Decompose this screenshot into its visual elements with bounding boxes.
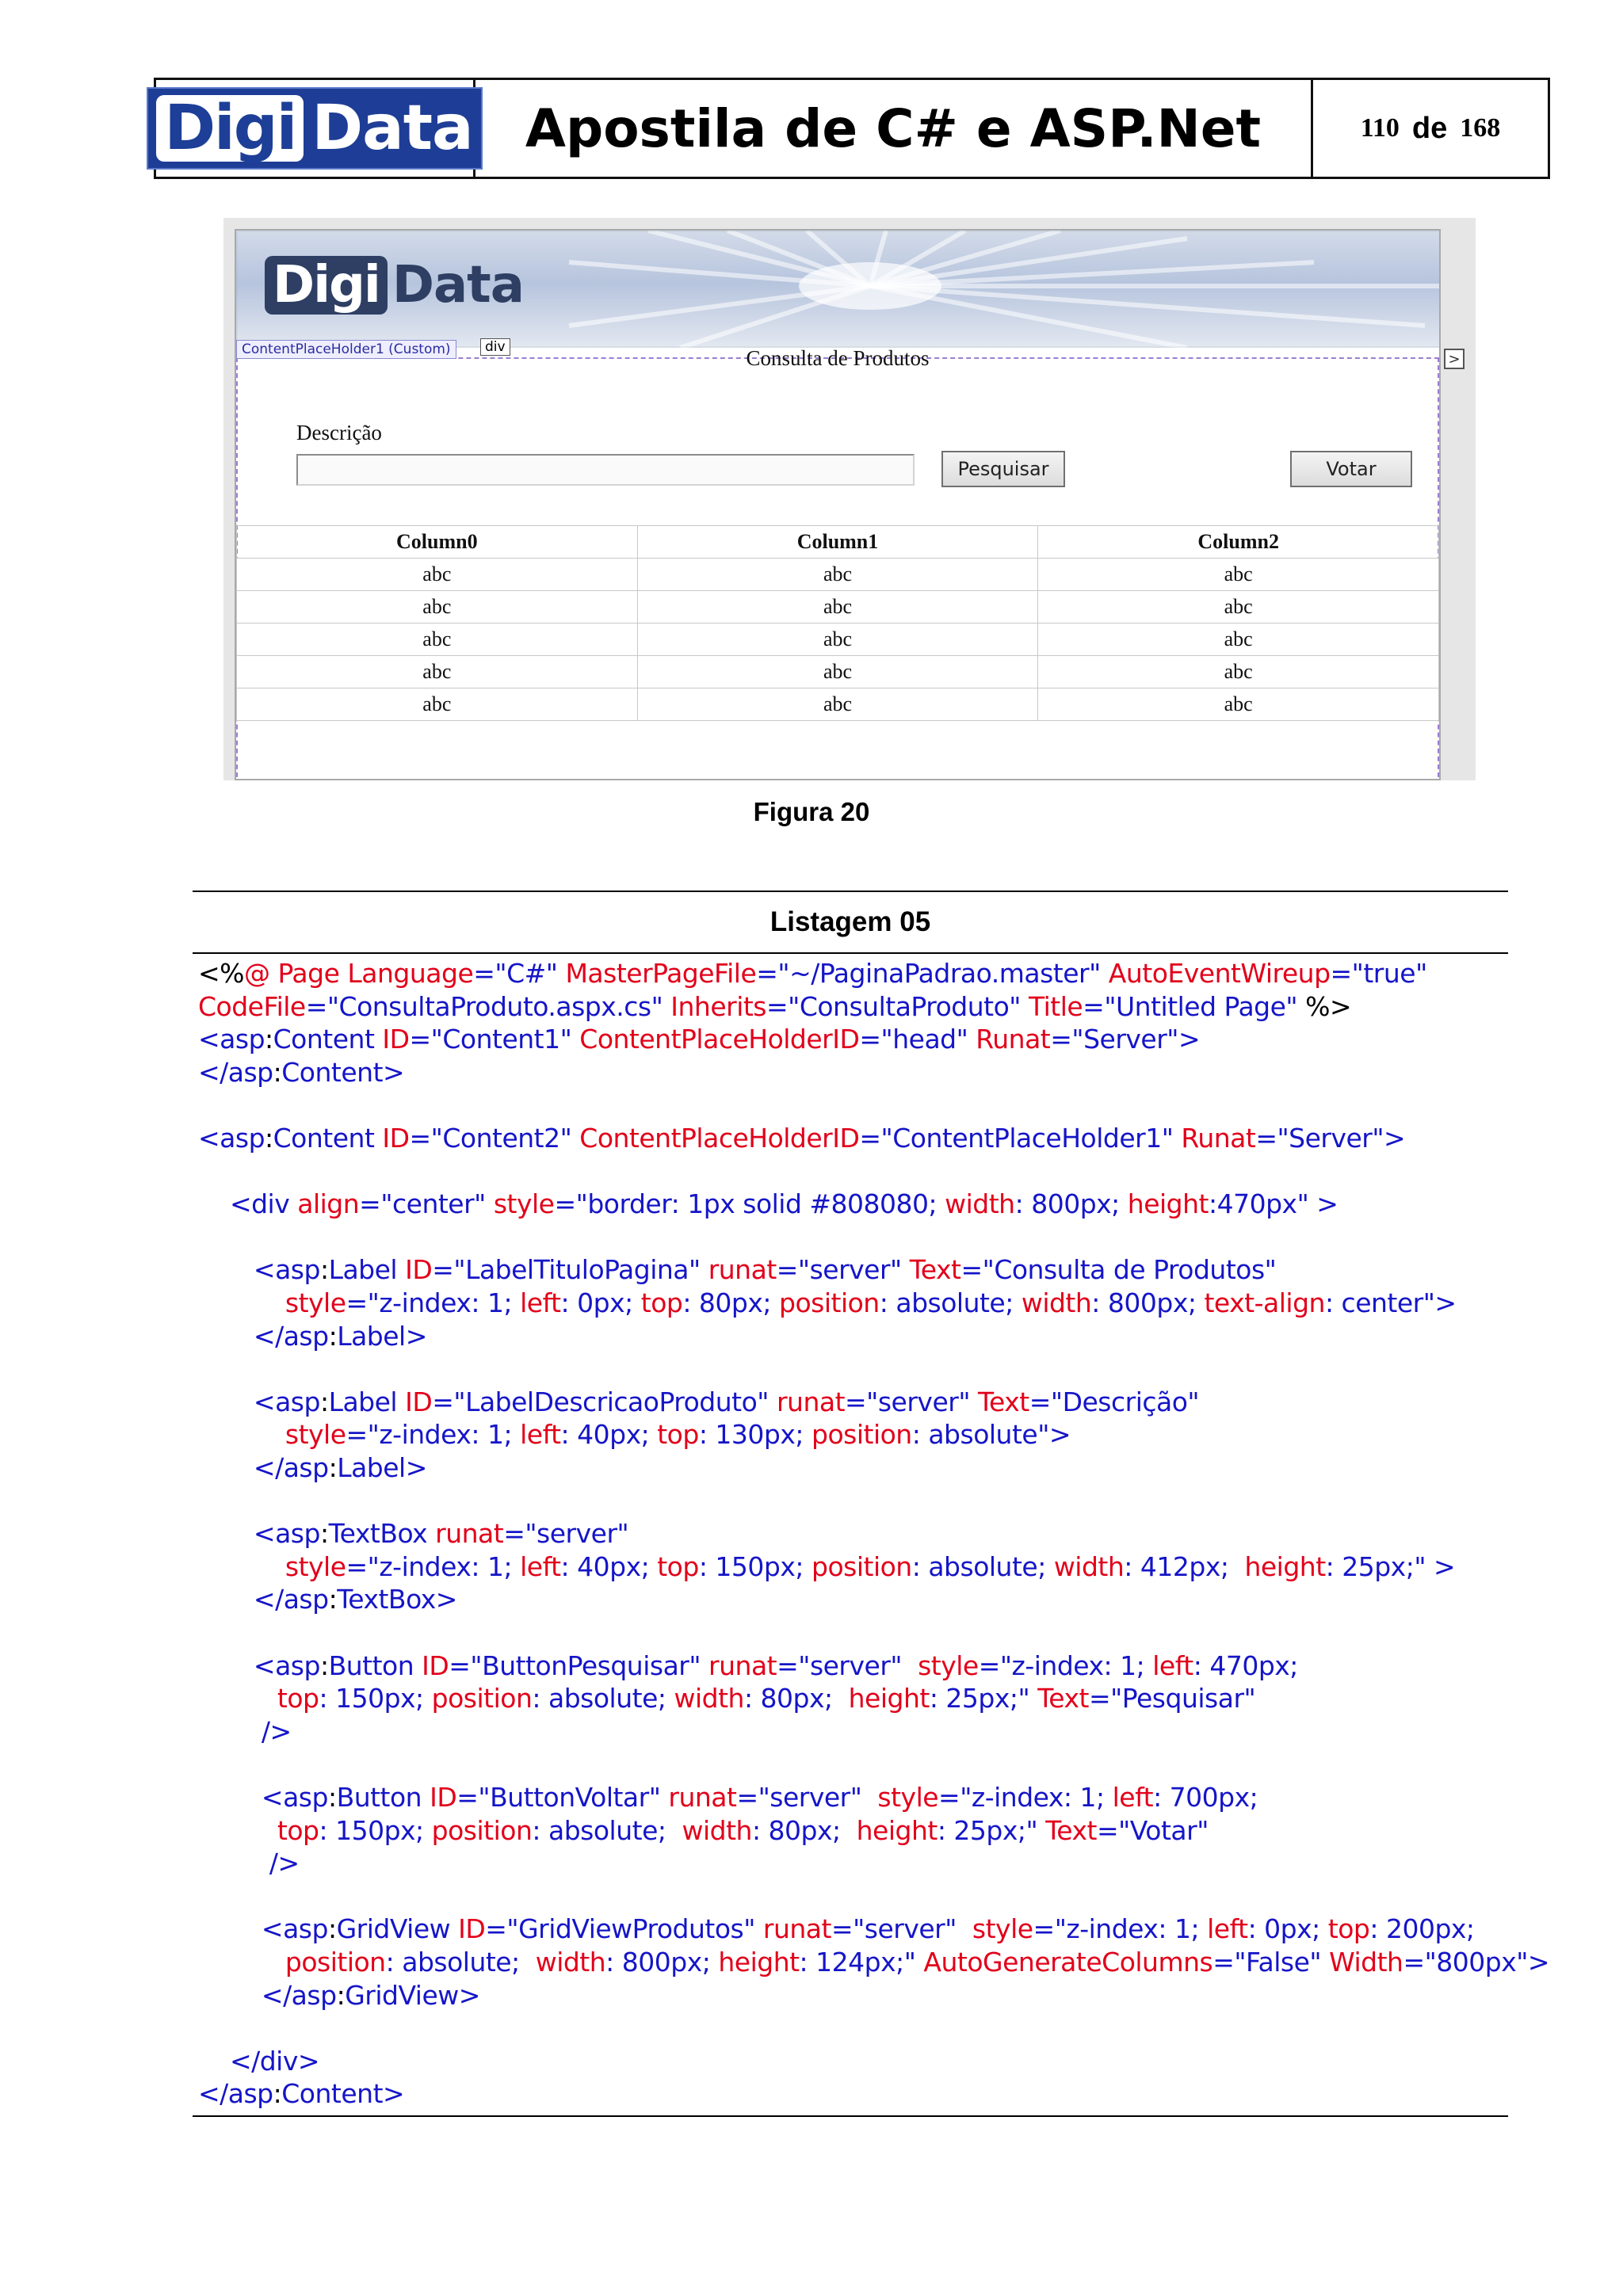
code-token: <asp	[198, 1386, 320, 1417]
code-token: AutoGenerateColumns	[923, 1947, 1213, 1978]
code-token: </asp	[198, 1979, 337, 2011]
code-token: GridView>	[345, 1979, 480, 2011]
code-token: left	[1112, 1782, 1154, 1813]
logo-data-text: Data	[311, 93, 473, 164]
code-line	[198, 1814, 1209, 1848]
code-line	[198, 1418, 1071, 1451]
code-token: Runat	[976, 1024, 1051, 1055]
code-token: <asp	[198, 1650, 320, 1681]
code-token: : 0px;	[1247, 1913, 1328, 1945]
code-token	[198, 1947, 285, 1978]
table-row	[237, 591, 1439, 624]
code-token: Language	[347, 958, 474, 989]
code-token: height	[718, 1947, 800, 1978]
code-token: :	[328, 1452, 338, 1483]
code-token: ="Server">	[1255, 1123, 1406, 1154]
code-token: left	[1207, 1913, 1248, 1945]
grid-cell: abc	[237, 688, 638, 721]
code-token: Label	[328, 1386, 406, 1417]
code-token: style	[285, 1287, 346, 1318]
code-token: Content>	[281, 1056, 405, 1088]
code-token	[198, 1551, 285, 1582]
code-token: position	[779, 1287, 880, 1318]
code-token: : 80px;	[743, 1683, 849, 1714]
code-token: ="Server">	[1050, 1024, 1201, 1055]
code-token: ="z-index: 1;	[938, 1782, 1113, 1813]
code-token: top	[657, 1419, 699, 1451]
code-token: :	[319, 1650, 329, 1681]
code-token: @ Page	[244, 958, 348, 989]
code-token: ="head"	[859, 1024, 976, 1055]
grid-cell: abc	[1038, 688, 1439, 721]
code-token: position	[431, 1683, 533, 1714]
code-token: runat	[435, 1518, 504, 1550]
code-token: : 80px;	[751, 1814, 857, 1846]
code-line	[198, 1188, 1338, 1221]
digidata-logo	[147, 87, 482, 170]
document-header	[154, 78, 1550, 179]
grid-cell: abc	[1038, 624, 1439, 656]
code-token: : 25px;"	[937, 1814, 1046, 1846]
code-token: ="Descrição"	[1029, 1386, 1200, 1417]
code-line	[198, 1287, 1457, 1320]
code-token: top	[657, 1550, 699, 1582]
code-token	[198, 1683, 277, 1714]
code-line	[198, 1386, 1199, 1419]
code-token: Title	[1028, 990, 1083, 1022]
code-token: TextBox	[328, 1518, 436, 1550]
code-token: top	[640, 1287, 683, 1318]
code-token	[198, 1815, 277, 1846]
code-token: GridView	[336, 1913, 459, 1945]
code-token: <asp	[198, 1123, 265, 1154]
code-token: ="Content1"	[409, 1024, 580, 1055]
grid-cell: abc	[237, 656, 638, 688]
grid-header-cell: Column2	[1038, 526, 1439, 559]
div-tag[interactable]: div	[480, 338, 510, 356]
code-token: ="z-index: 1;	[346, 1419, 521, 1451]
grid-header-cell: Column0	[237, 526, 638, 559]
code-token: :	[328, 1320, 338, 1352]
code-token: <div	[198, 1188, 298, 1220]
code-token: : absolute;	[911, 1550, 1054, 1582]
code-token: ="ButtonPesquisar"	[449, 1650, 709, 1681]
code-token: height	[856, 1814, 938, 1846]
code-token: ="ButtonVoltar"	[456, 1782, 669, 1813]
code-token: width	[945, 1188, 1015, 1220]
code-line	[198, 1913, 1475, 1946]
code-token: ="center"	[359, 1188, 494, 1220]
code-token: ="False"	[1212, 1947, 1330, 1978]
banner-logo	[265, 256, 524, 315]
code-token: Content>	[281, 2078, 405, 2110]
grid-cell: abc	[1038, 559, 1439, 591]
code-token: : 40px;	[560, 1550, 658, 1582]
code-token: <%	[198, 958, 245, 989]
code-token: : 0px;	[560, 1287, 641, 1318]
grid-cell: abc	[637, 656, 1038, 688]
code-token: MasterPageFile	[565, 958, 757, 989]
code-token: :	[265, 1123, 273, 1154]
code-token: </asp	[198, 1056, 273, 1088]
code-token: left	[520, 1287, 561, 1318]
code-token: <asp	[198, 1518, 320, 1550]
code-token: ="Untitled Page"	[1083, 990, 1306, 1022]
code-token: ="Consulta de Produtos"	[960, 1254, 1277, 1286]
code-token: runat	[762, 1913, 831, 1945]
code-token: ="GridViewProdutos"	[485, 1913, 763, 1945]
table-row	[237, 559, 1439, 591]
code-token: ="server"	[831, 1913, 972, 1945]
code-line	[198, 1451, 427, 1485]
code-token: : center">	[1324, 1287, 1457, 1318]
code-token: : 412px;	[1124, 1550, 1245, 1582]
grid-header-cell: Column1	[637, 526, 1038, 559]
code-line	[198, 2077, 404, 2111]
code-token: :	[336, 1979, 346, 2011]
code-token: ="z-index: 1;	[346, 1550, 521, 1582]
code-token: ="ConsultaProduto"	[766, 990, 1029, 1022]
code-token: <asp	[198, 1782, 328, 1813]
code-token: ="ContentPlaceHolder1"	[859, 1123, 1182, 1154]
listing-title: Listagem 05	[769, 906, 931, 937]
grid-cell: abc	[637, 624, 1038, 656]
code-line	[198, 2045, 319, 2078]
code-token: runat	[668, 1782, 737, 1813]
code-token: height	[848, 1683, 930, 1714]
code-token: />	[198, 1848, 300, 1879]
code-token: />	[198, 1715, 292, 1747]
code-token: : absolute;	[532, 1814, 682, 1846]
code-token: runat	[776, 1386, 846, 1417]
code-token: style	[285, 1550, 346, 1582]
page-current: 110	[1360, 113, 1400, 143]
code-token: align	[297, 1188, 360, 1220]
code-token: : 800px;	[1014, 1188, 1128, 1220]
code-token: top	[277, 1683, 319, 1714]
code-token: : 800px;	[605, 1947, 719, 1978]
code-token: ="z-index: 1;	[978, 1650, 1153, 1681]
code-token: runat	[708, 1254, 777, 1286]
code-token: :470px" >	[1208, 1188, 1338, 1220]
code-token: : 700px;	[1153, 1782, 1258, 1813]
code-token: ="server"	[777, 1650, 918, 1681]
code-token: :	[265, 1024, 273, 1055]
code-token: :	[319, 1254, 329, 1286]
grid-cell: abc	[237, 559, 638, 591]
code-token: style	[877, 1782, 939, 1813]
code-token: :	[273, 2078, 282, 2110]
code-line	[198, 990, 1351, 1024]
code-token: </asp	[198, 2078, 273, 2110]
code-token: position	[812, 1419, 912, 1451]
code-token: Text	[1037, 1683, 1089, 1714]
code-token: ID	[458, 1913, 486, 1945]
code-token: Runat	[1181, 1123, 1256, 1154]
code-token: : 150px;	[319, 1683, 432, 1714]
code-line	[198, 1583, 457, 1616]
grid-header-row	[237, 526, 1439, 559]
page-separator: de	[1411, 111, 1448, 145]
grid-cell: abc	[637, 559, 1038, 591]
grid-cell: abc	[237, 591, 638, 624]
figure-screenshot	[223, 218, 1476, 780]
banner-logo-data: Data	[391, 256, 524, 315]
code-token: : 25px;"	[929, 1683, 1038, 1714]
code-token: :	[319, 1386, 329, 1417]
code-token: ="server"	[736, 1782, 878, 1813]
code-line	[198, 1847, 300, 1880]
code-token: Button	[336, 1782, 430, 1813]
code-token: : 124px;"	[799, 1947, 924, 1978]
code-line	[198, 1946, 1549, 1979]
page-total: 168	[1460, 113, 1501, 143]
logo-digi-text: Digi	[156, 95, 304, 162]
code-token: ID	[405, 1254, 433, 1286]
listing-title-rule	[193, 952, 1508, 954]
code-token: : absolute;	[385, 1947, 536, 1978]
code-line	[198, 1023, 1200, 1056]
search-button[interactable]: Pesquisar	[941, 451, 1065, 487]
code-token: : 130px;	[698, 1419, 812, 1451]
code-token: ="LabelDescricaoProduto"	[432, 1386, 777, 1417]
code-token: </div>	[198, 2045, 320, 2077]
code-token: : 800px;	[1091, 1287, 1205, 1318]
code-token: :	[328, 1584, 338, 1615]
code-token: ="z-index: 1;	[1033, 1913, 1208, 1945]
code-token: </asp	[198, 1452, 329, 1483]
code-token: width	[1053, 1550, 1125, 1582]
code-token: width	[674, 1683, 744, 1714]
code-token: :	[327, 1913, 337, 1945]
code-token: : 40px;	[560, 1419, 658, 1451]
code-token: ="z-index: 1;	[346, 1287, 521, 1318]
code-token: Inherits	[670, 990, 766, 1022]
code-line	[198, 957, 1427, 990]
document-title: Apostila de C# e ASP.Net	[475, 80, 1313, 177]
code-line	[198, 1320, 427, 1353]
code-token: ="ConsultaProduto.aspx.cs"	[305, 990, 671, 1022]
code-line	[198, 1781, 1258, 1814]
code-token: runat	[708, 1650, 777, 1681]
code-token: Label>	[337, 1320, 427, 1352]
code-line	[198, 1122, 1405, 1155]
code-token: Text	[978, 1386, 1029, 1417]
code-token: style	[285, 1419, 346, 1451]
code-token: width	[535, 1947, 606, 1978]
back-button[interactable]: Votar	[1290, 451, 1412, 487]
code-token	[198, 1419, 285, 1450]
code-token: ="LabelTituloPagina"	[432, 1254, 708, 1286]
listing-bottom-rule	[193, 2115, 1508, 2117]
code-token: ID	[405, 1386, 433, 1417]
code-token: : absolute;	[879, 1287, 1022, 1318]
code-token: : 470px;	[1193, 1650, 1298, 1681]
code-token: : 25px;" >	[1325, 1550, 1456, 1582]
code-token: ContentPlaceHolderID	[579, 1123, 860, 1154]
code-token: position	[431, 1814, 533, 1846]
grid-cell: abc	[637, 591, 1038, 624]
code-line	[198, 1650, 1298, 1683]
grid-cell: abc	[1038, 656, 1439, 688]
chevron-right-icon[interactable]: >	[1444, 349, 1465, 369]
code-token: : absolute">	[911, 1419, 1071, 1451]
code-line	[198, 1682, 1255, 1715]
code-token: Text	[1045, 1814, 1097, 1846]
banner-logo-digi: Digi	[265, 256, 388, 315]
code-token: ID	[430, 1782, 457, 1813]
table-row	[237, 624, 1439, 656]
code-token: ="server"	[776, 1254, 910, 1286]
code-token: Content	[273, 1123, 383, 1154]
code-token: :	[327, 1782, 337, 1813]
code-token: style	[493, 1188, 555, 1220]
code-token: top	[277, 1814, 319, 1846]
code-token: :	[273, 1056, 282, 1088]
code-line	[198, 1253, 1276, 1287]
listing-top-rule	[193, 891, 1508, 892]
code-token: ="true"	[1330, 958, 1427, 989]
code-token: : 150px;	[319, 1814, 432, 1846]
code-token: position	[812, 1550, 912, 1582]
code-token: width	[682, 1814, 752, 1846]
code-token: : 200px;	[1369, 1913, 1475, 1945]
code-token: CodeFile	[198, 990, 306, 1022]
code-token	[198, 1287, 285, 1318]
content-placeholder-tag[interactable]: ContentPlaceHolder1 (Custom)	[236, 340, 456, 359]
code-token: width	[1021, 1287, 1092, 1318]
code-token: AutoEventWireup	[1108, 958, 1331, 989]
code-token: %>	[1305, 990, 1352, 1022]
code-token: Button	[328, 1650, 422, 1681]
code-token: ="server"	[503, 1518, 629, 1550]
code-token: </asp	[198, 1320, 329, 1352]
code-line	[198, 1056, 404, 1089]
code-token: ="border: 1px solid #808080;	[554, 1188, 945, 1220]
code-token: ="Content2"	[409, 1123, 580, 1154]
page-title-label: Consulta de Produtos	[746, 346, 930, 370]
header-logo-cell	[156, 80, 475, 177]
code-token: : absolute;	[532, 1683, 674, 1714]
code-token: height	[1244, 1550, 1326, 1582]
code-token: top	[1327, 1913, 1370, 1945]
figure-caption: Figura 20	[753, 797, 870, 826]
description-textbox[interactable]	[296, 454, 915, 486]
code-token: left	[520, 1419, 561, 1451]
code-line	[198, 1979, 480, 2012]
code-token: left	[1152, 1650, 1193, 1681]
code-token: text-align	[1204, 1287, 1325, 1318]
code-token: : 80px;	[682, 1287, 780, 1318]
grid-cell: abc	[237, 624, 638, 656]
code-token: Text	[909, 1254, 961, 1286]
code-token: : 150px;	[698, 1550, 812, 1582]
code-token: Label>	[337, 1452, 427, 1483]
code-token: left	[520, 1550, 561, 1582]
page-counter	[1313, 80, 1548, 177]
code-token: position	[285, 1947, 386, 1978]
designer-surface	[235, 229, 1441, 780]
table-row	[237, 688, 1439, 721]
code-token: Content	[273, 1024, 383, 1055]
code-token: <asp	[198, 1024, 265, 1055]
code-token: </asp	[198, 1584, 329, 1615]
code-token: ="server"	[845, 1386, 978, 1417]
code-token: Width	[1329, 1947, 1403, 1978]
code-token: ="Pesquisar"	[1088, 1683, 1256, 1714]
code-line	[198, 1715, 292, 1749]
table-row	[237, 656, 1439, 688]
code-line	[198, 1517, 628, 1550]
code-token: TextBox>	[337, 1584, 457, 1615]
code-token: <asp	[198, 1913, 328, 1945]
code-token: ="~/PaginaPadrao.master"	[756, 958, 1109, 989]
code-token: ID	[422, 1650, 449, 1681]
description-label: Descrição	[296, 421, 382, 444]
code-line	[198, 1550, 1455, 1584]
grid-cell: abc	[1038, 591, 1439, 624]
master-banner	[236, 231, 1439, 348]
grid-cell: abc	[637, 688, 1038, 721]
code-token: ="C#"	[473, 958, 566, 989]
code-token: ContentPlaceHolderID	[579, 1024, 860, 1055]
code-token: :	[319, 1518, 329, 1550]
code-token: Label	[328, 1254, 406, 1286]
code-token: height	[1127, 1188, 1209, 1220]
code-token: ="800px">	[1403, 1947, 1550, 1978]
products-gridview	[236, 525, 1439, 721]
code-token: <asp	[198, 1254, 320, 1286]
code-token: style	[972, 1913, 1033, 1945]
code-token: ID	[382, 1123, 410, 1154]
code-token: ="Votar"	[1096, 1814, 1209, 1846]
code-token: ID	[382, 1024, 410, 1055]
code-token: style	[918, 1650, 979, 1681]
